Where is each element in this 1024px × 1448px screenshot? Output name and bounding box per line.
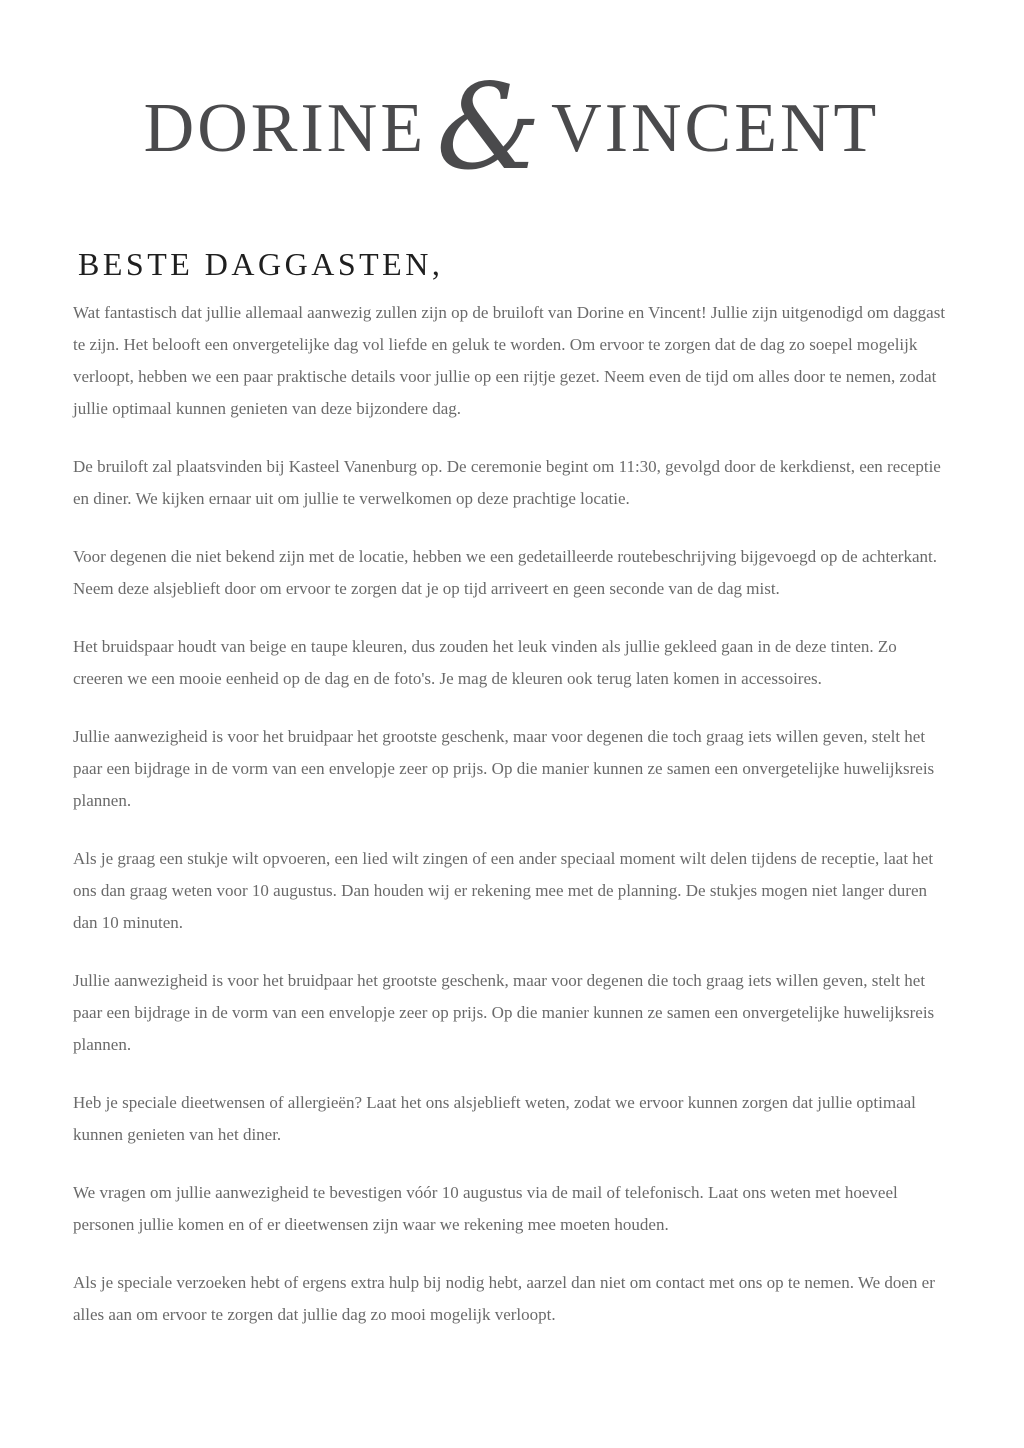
groom-name: VINCENT (551, 90, 880, 167)
paragraph-performances: Als je graag een stukje wilt opvoeren, een lied wilt zingen of een ander speciaal moment wilt delen tijdens de receptie, laat het ons dan graag weten voor 10 augustus. Dan houden wij er rekening mee met de planning. De stukjes mogen niet langer duren dan 10 minuten. (73, 848, 934, 932)
paragraph-location-ceremony: De bruiloft zal plaatsvinden bij Kasteel Vanenburg op. De ceremonie begint om 11:30, gevolgd door de kerkdienst, een receptie en diner. We kijken ernaar uit om jullie te verwelkomen op deze prachtige locatie. (73, 456, 941, 508)
letter-body (73, 297, 950, 1331)
paragraph-dietary: Heb je speciale dieetwensen of allergieën? Laat het ons alsjeblieft weten, zodat we ervoor kunnen zorgen dat jullie optimaal kunnen genieten van het diner. (73, 1092, 916, 1144)
ampersand-flourish-icon: & (436, 57, 542, 196)
paragraph-directions: Voor degenen die niet bekend zijn met de locatie, hebben we een gedetailleerde routebeschrijving bijgevoegd op de achterkant. Neem deze alsjeblieft door om ervoor te zorgen dat je op tijd arriveert en geen seconde van de dag mist. (73, 546, 937, 598)
couple-names-title (73, 57, 950, 196)
bride-name: DORINE (143, 90, 427, 167)
paragraph-dresscode: Het bruidspaar houdt van beige en taupe kleuren, dus zouden het leuk vinden als jullie gekleed gaan in de deze tinten. Zo creeren we een mooie eenheid op de dag en de foto's. Je mag de kleuren ook terug laten komen in accessoires. (73, 636, 897, 688)
paragraph-rsvp: We vragen om jullie aanwezigheid te bevestigen vóór 10 augustus via de mail of telefonisch. Laat ons weten met hoeveel personen jullie komen en of er dieetwensen zijn waar we rekening mee moeten houden. (73, 1182, 898, 1234)
paragraph-gift-envelope-repeat: Jullie aanwezigheid is voor het bruidpaar het grootste geschenk, maar voor degenen die toch graag iets willen geven, stelt het paar een bijdrage in de vorm van een envelopje zeer op prijs. Op die manier kunnen ze samen een onvergetelijke huwelijksreis plannen. (73, 970, 935, 1054)
paragraph-contact: Als je speciale verzoeken hebt of ergens extra hulp bij nodig hebt, aarzel dan niet om contact met ons op te nemen. We doen er alles aan om ervoor te zorgen dat jullie dag zo mooi mogelijk verloopt. (73, 1272, 935, 1324)
paragraph-gift-envelope: Jullie aanwezigheid is voor het bruidpaar het grootste geschenk, maar voor degenen die toch graag iets willen geven, stelt het paar een bijdrage in de vorm van een envelopje zeer op prijs. Op die manier kunnen ze samen een onvergetelijke huwelijksreis plannen. (73, 726, 935, 810)
paragraph-intro: Wat fantastisch dat jullie allemaal aanwezig zullen zijn op de bruiloft van Dorine en Vincent! Jullie zijn uitgenodigd om daggast te zijn. Het belooft een onvergetelijke dag vol liefde en geluk te worden. Om ervoor te zorgen dat de dag zo soepel mogelijk verloopt, hebben we een paar praktische details voor jullie op een rijtje gezet. Neem even de tijd om alles door te nemen, zodat jullie optimaal kunnen genieten van deze bijzondere dag. (73, 302, 946, 418)
greeting-heading: BESTE DAGGASTEN, (78, 246, 444, 282)
